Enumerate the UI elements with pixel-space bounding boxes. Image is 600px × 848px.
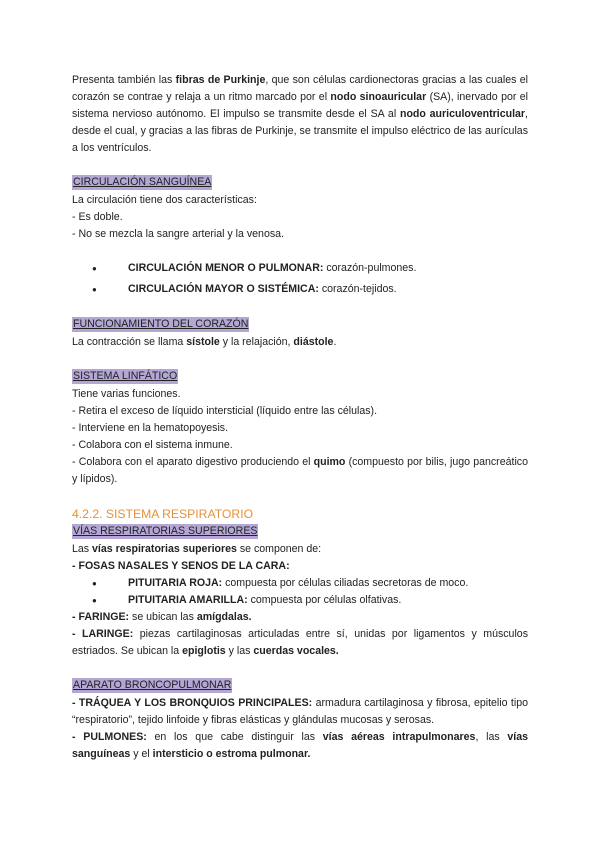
- linf-text-c: (compuesto por bilis, jugo pancreático y lípidos).: [72, 456, 528, 485]
- func-text-2: y la relajación,: [219, 336, 294, 348]
- funcionamiento-text: [72, 334, 528, 351]
- pulmones-bold-vias-aereas: vías aéreas intrapulmonares: [322, 731, 476, 743]
- heading-circulacion: CIRCULACIÓN SANGUÍNEA: [73, 176, 212, 188]
- intro-paragraph: [72, 72, 528, 157]
- linfatico-line-1: Tiene varias funciones.: [72, 388, 181, 400]
- bullet-text: compuesta por células olfativas.: [247, 594, 402, 606]
- vias-bold: vías respiratorias superiores: [92, 543, 237, 555]
- bullet-bold: CIRCULACIÓN MENOR O PULMONAR:: [128, 262, 324, 274]
- faringe-bold-amigdalas: amígdalas.: [196, 611, 252, 623]
- func-bold-diastole: diástole: [293, 336, 334, 348]
- func-bold-sistole: sístole: [186, 336, 220, 348]
- list-item: [92, 281, 528, 298]
- traquea-line: [72, 695, 528, 729]
- intro-bold-av: nodo auriculoventricular: [399, 108, 526, 120]
- laringe-line: [72, 626, 528, 660]
- pulmones-bold: - PULMONES:: [72, 731, 147, 743]
- intro-text-2: , que son células cardionectoras gracias a las cuales el corazón se contrae y relaja a un ritmo marcado por el: [72, 74, 528, 103]
- laringe-text-2: y las: [225, 645, 254, 657]
- heading-funcionamiento: FUNCIONAMIENTO DEL CORAZÓN: [73, 318, 249, 330]
- linfatico-line-2: - Retira el exceso de líquido intersticial (líquido entre las células).: [72, 405, 378, 417]
- laringe-text: piezas cartilaginosas articuladas entre sí, unidas por ligamentos y músculos estriados. Se ubican la: [72, 628, 528, 657]
- pituitaria-list: [72, 575, 528, 609]
- func-text-3: .: [333, 336, 337, 348]
- circulacion-list: [72, 260, 528, 298]
- intro-bold-sa: nodo sinoauricular: [330, 91, 427, 103]
- linf-text-a: - Colabora con el aparato digestivo produciendo el: [72, 456, 314, 468]
- func-text-1: La contracción se llama: [72, 336, 187, 348]
- circulacion-line-1: La circulación tiene dos características:: [72, 194, 257, 206]
- list-item: [92, 260, 528, 277]
- vias-intro: [72, 541, 528, 558]
- bullet-text: compuesta por células ciliadas secretoras de moco.: [222, 577, 469, 589]
- vias-text-c: se componen de:: [236, 543, 322, 555]
- faringe-bold: - FARINGE:: [72, 611, 130, 623]
- bullet-bold: PITUITARIA AMARILLA:: [128, 594, 248, 606]
- laringe-bold-cuerdas: cuerdas vocales.: [253, 645, 339, 657]
- faringe-text: se ubican las: [129, 611, 197, 623]
- laringe-bold-epiglotis: epiglotis: [182, 645, 226, 657]
- circulacion-line-3: - No se mezcla la sangre arterial y la venosa.: [72, 228, 284, 240]
- linfatico-line-5: [72, 454, 528, 488]
- linf-bold-quimo: quimo: [313, 456, 346, 468]
- traquea-bold: - TRÁQUEA Y LOS BRONQUIOS PRINCIPALES:: [72, 697, 313, 709]
- pulmones-text-3: y el: [130, 748, 153, 760]
- faringe-line: [72, 609, 528, 626]
- heading-linfatico: SISTEMA LINFÁTICO: [73, 370, 178, 382]
- list-item: [92, 575, 528, 592]
- pulmones-bold-intersticio: intersticio o estroma pulmonar.: [152, 748, 311, 760]
- heading-vias-superiores: VÍAS RESPIRATORIAS SUPERIORES: [73, 525, 258, 537]
- intro-text-4: , desde el cual, y gracias a las fibras de Purkinje, se transmite el impulso eléctrico de las aurículas a los ventrículos.: [72, 108, 528, 154]
- list-item: [92, 592, 528, 609]
- pulmones-text-1: en los que cabe distinguir las: [146, 731, 323, 743]
- bullet-bold: PITUITARIA ROJA:: [128, 577, 223, 589]
- bullet-text: corazón-tejidos.: [318, 283, 397, 295]
- intro-text-1: Presenta también las: [72, 74, 176, 86]
- section-title-respiratorio: 4.2.2. SISTEMA RESPIRATORIO: [72, 507, 254, 521]
- fosas-heading: - FOSAS NASALES Y SENOS DE LA CARA:: [72, 560, 290, 572]
- laringe-bold: - LARINGE:: [72, 628, 134, 640]
- intro-bold-purkinje: fibras de Purkinje: [175, 74, 266, 86]
- heading-broncopulmonar: APARATO BRONCOPULMONAR: [73, 679, 232, 691]
- vias-text-a: Las: [72, 543, 93, 555]
- linfatico-line-3: - Interviene en la hematopoyesis.: [72, 422, 229, 434]
- bullet-bold: CIRCULACIÓN MAYOR O SISTÉMICA:: [128, 283, 319, 295]
- circulacion-line-2: - Es doble.: [72, 211, 123, 223]
- linfatico-line-4: - Colabora con el sistema inmune.: [72, 439, 233, 451]
- pulmones-text-2: , las: [475, 731, 508, 743]
- traquea-text: armadura cartilaginosa y fibrosa, epitelio tipo “respiratorio”, tejido linfoide y fibras elásticas y glándulas mucosas y serosas.: [72, 697, 528, 726]
- pulmones-line: [72, 729, 528, 763]
- pulmones-bold-vias-sanguineas: vías sanguíneas: [72, 731, 528, 760]
- bullet-text: corazón-pulmones.: [323, 262, 417, 274]
- intro-text-3: (SA), inervado por el sistema nervioso autónomo. El impulso se transmite desde el SA al: [72, 91, 528, 120]
